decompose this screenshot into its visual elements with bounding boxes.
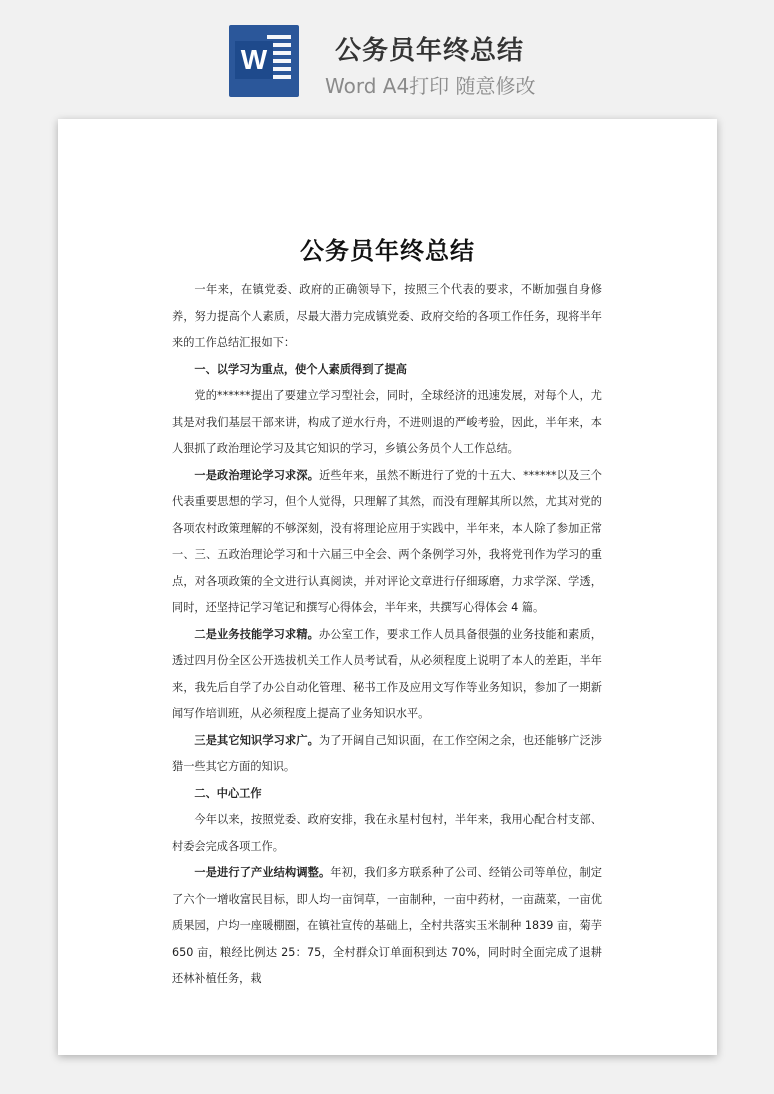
word-logo-letter: W [235, 41, 273, 79]
paragraph: 二是业务技能学习求精。办公室工作，要求工作人员具备很强的业务技能和素质，透过四月份全区公开选拔机关工作人员考试看，从必须程度上说明了本人的差距，半年来，我先后自学了办公自动化管理、秘书工作及应用文写作等业务知识，参加了一期新闻写作培训班，从必须程度上提高了业务知识水平。 [172, 627, 602, 720]
paragraph: 三是其它知识学习求广。为了开阔自己知识面，在工作空闲之余，也还能够广泛涉猎一些其它方面的知识。 [172, 733, 602, 773]
paragraph: 一是进行了产业结构调整。年初，我们多方联系种了公司、经销公司等单位，制定了六个一增收富民目标，即人均一亩饲草，一亩制种，一亩中药材，一亩蔬菜，一亩优质果园，户均一座暖棚圈，在镇社宣传的基础上，全村共落实玉米制种 1839 亩，菊芋 650 亩，粮经比例达 25：75，全村群众订单面积到达 70%，同时时全面完成了退耕还林补植任务，栽 [172, 866, 602, 985]
word-icon [229, 25, 299, 97]
document-body [172, 277, 602, 993]
paragraph: 党的******提出了要建立学习型社会，同时，全球经济的迅速发展，对每个人，尤其是对我们基层干部来讲，构成了逆水行舟，不进则退的严峻考验，因此，半年来，本人狠抓了政治理论学习及其它知识的学习，乡镇公务员个人工作总结。 [172, 389, 602, 455]
header-title: 公务员年终总结 [335, 36, 525, 66]
header [0, 0, 774, 110]
section-heading: 一、以学习为重点，使个人素质得到了提高 [194, 362, 407, 376]
paragraph: 今年以来，按照党委、政府安排，我在永星村包村，半年来，我用心配合村支部、村委会完成各项工作。 [172, 813, 602, 853]
paragraph: 一年来，在镇党委、政府的正确领导下，按照三个代表的要求，不断加强自身修养，努力提高个人素质，尽最大潜力完成镇党委、政府交给的各项工作任务，现将半年来的工作总结汇报如下： [172, 283, 602, 349]
header-subtitle: Word A4打印 随意修改 [325, 74, 536, 98]
document-title: 公务员年终总结 [300, 237, 475, 265]
section-heading: 二、中心工作 [194, 786, 262, 800]
document-page [58, 119, 717, 1055]
paragraph: 一是政治理论学习求深。近些年来，虽然不断进行了党的十五大、******以及三个代表重要思想的学习，但个人觉得，只理解了其然，而没有理解其所以然，尤其对党的各项农村政策理解的不够深刻，没有将理论应用于实践中，半年来，本人除了参加正常一、三、五政治理论学习和十六届三中全会、两个条例学习外，我将党刊作为学习的重点，对各项政策的全文进行认真阅读，并对评论文章进行仔细琢磨，力求学深、学透，同时，还坚持记学习笔记和撰写心得体会，半年来，共撰写心得体会 4 篇。 [172, 468, 602, 614]
